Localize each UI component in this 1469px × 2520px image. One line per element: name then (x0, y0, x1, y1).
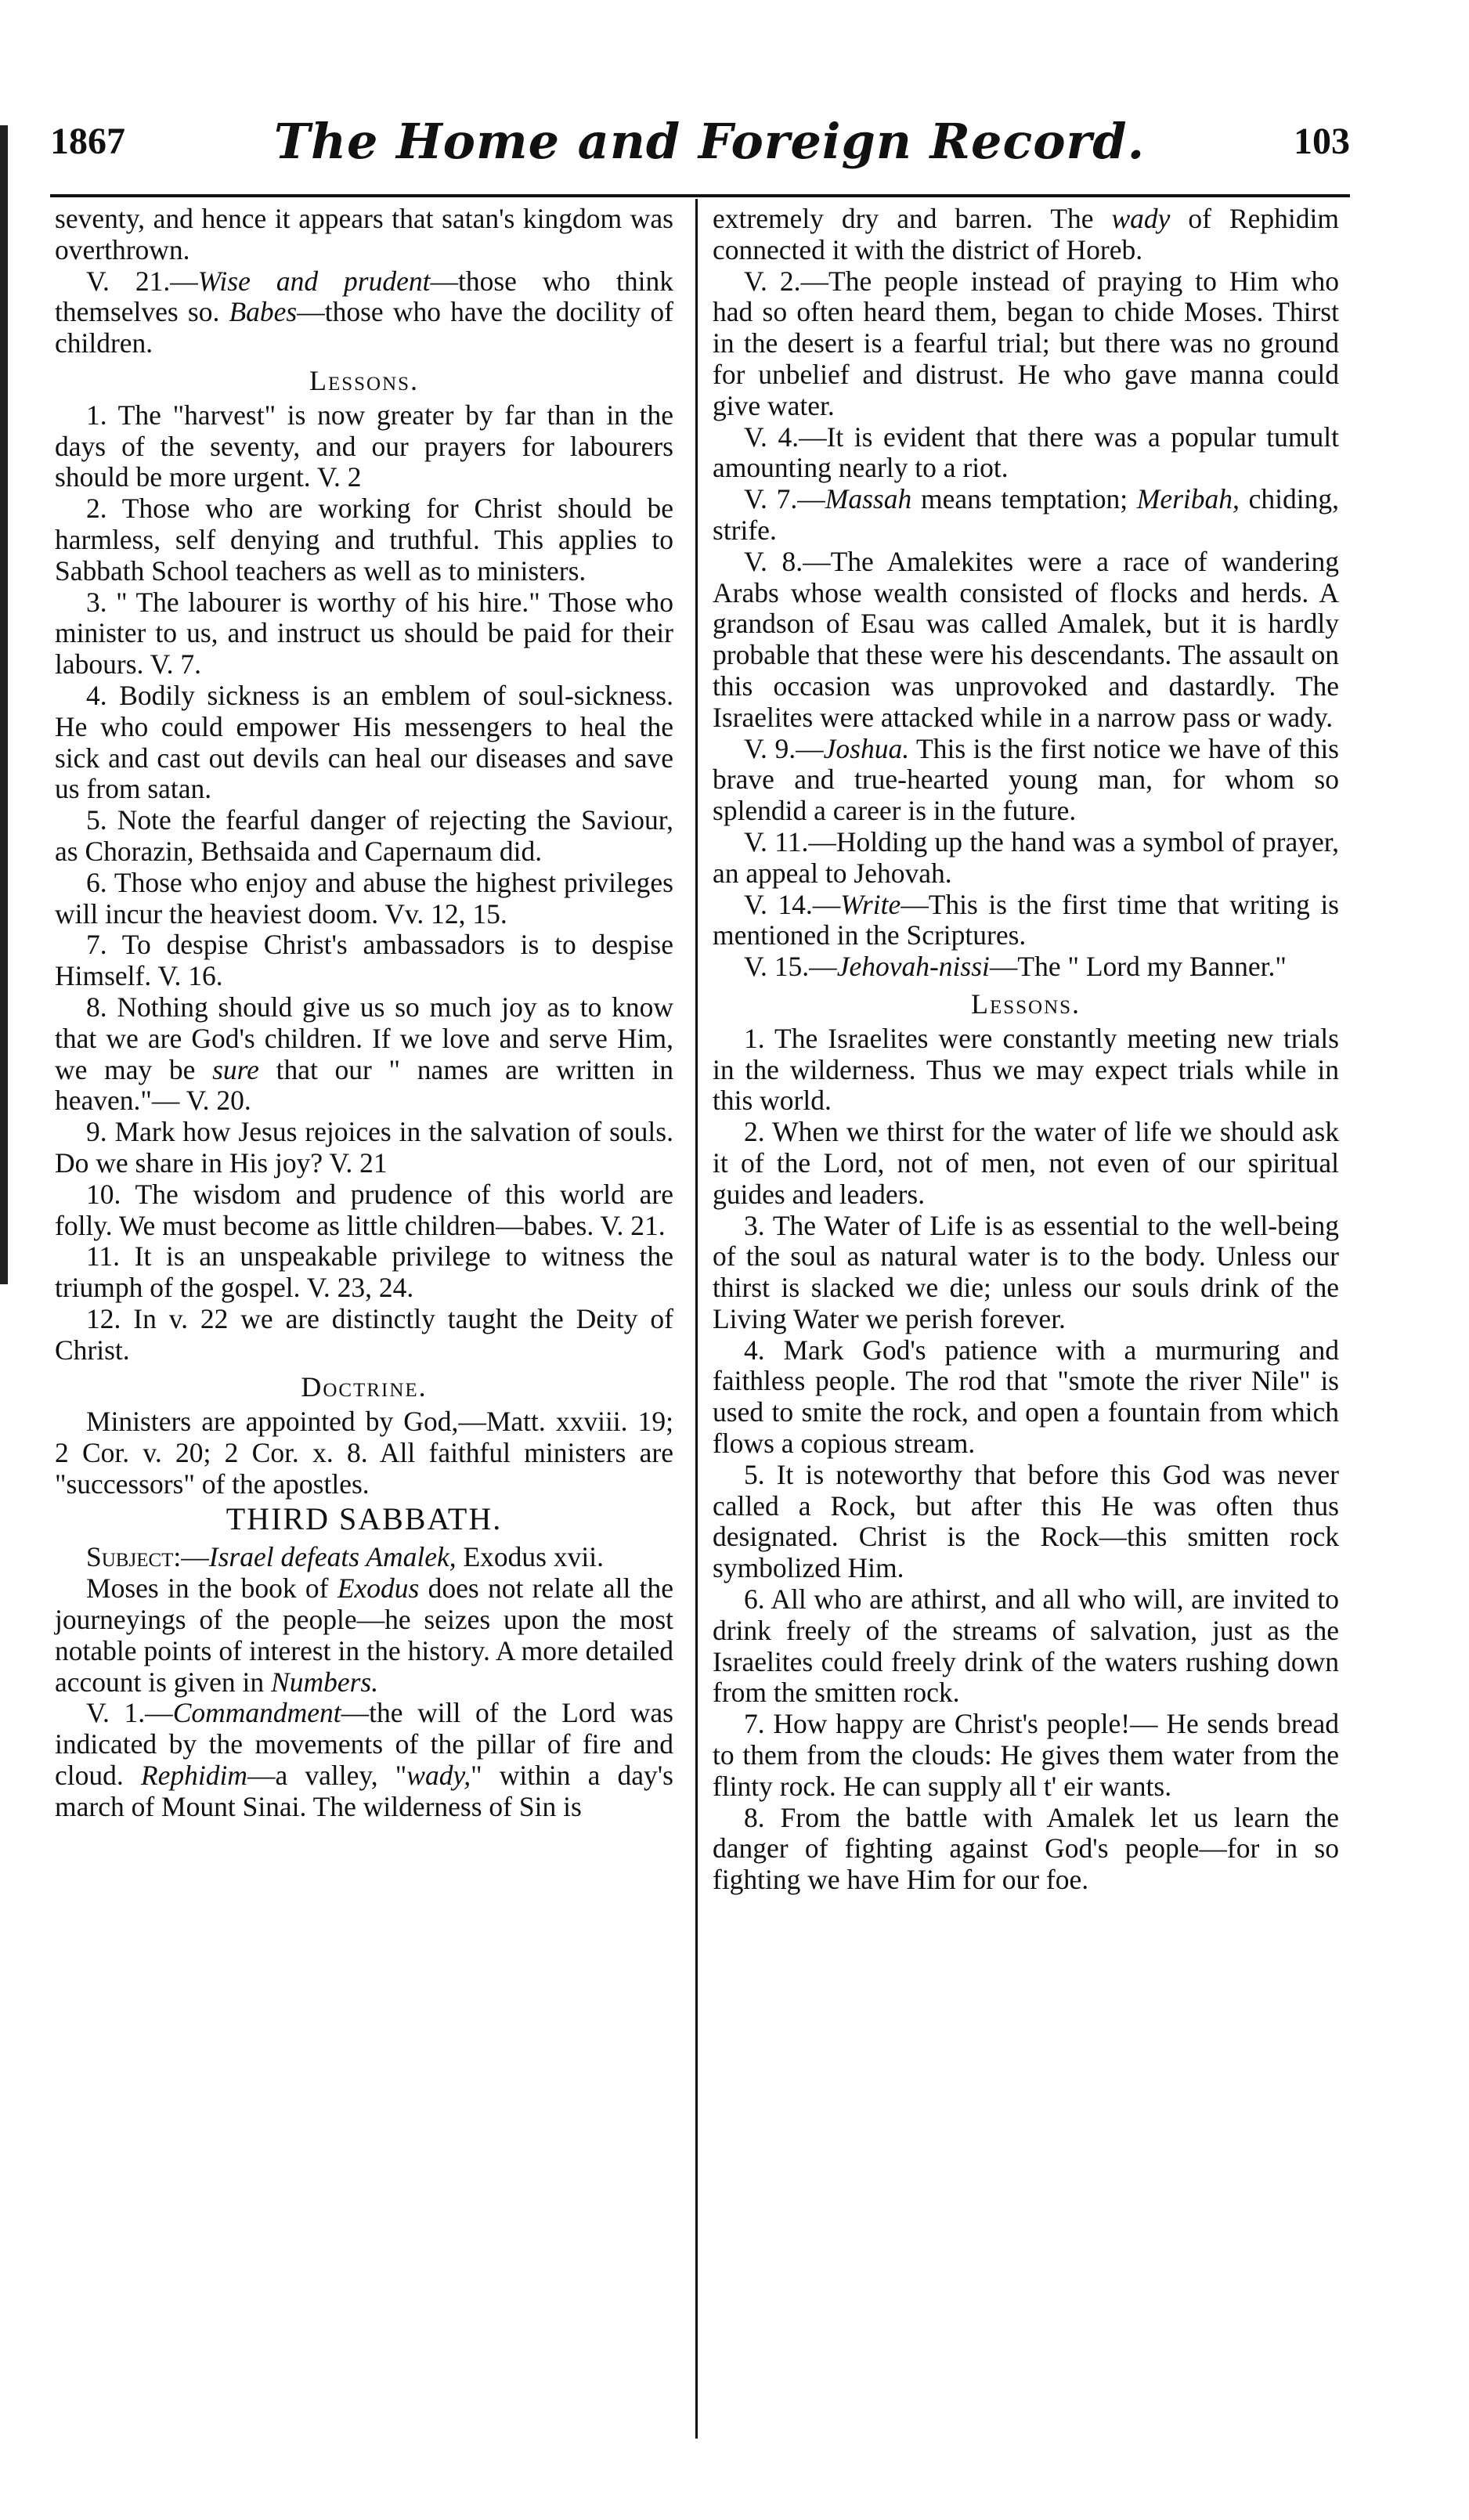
lesson-item: 4. Bodily sickness is an emblem of soul-sickness. He who could empower His messengers to heal the sick and cast out devils can heal our diseases and save us from satan. (55, 679, 673, 805)
lesson-item: 2. Those who are working for Christ should be harmless, self denying and truthful. This applies to Sabbath School teachers as well as to ministers. (55, 493, 673, 587)
lesson-item: 6. Those who enjoy and abuse the highest privileges will incur the heaviest doom. Vv. 12, 15. (55, 866, 673, 930)
verse-note: V. 11.—Holding up the hand was a symbol of prayer, an appeal to Jehovah. (713, 825, 1339, 889)
paragraph: seventy, and hence it appears that satan's kingdom was overthrown. (55, 203, 673, 265)
lesson-item: 3. " The labourer is worthy of his hire." Those who minister to us, and instruct us should be paid for their labours. V. 7. (55, 586, 673, 681)
lesson-item: 7. To despise Christ's ambassadors is to despise Himself. V. 16. (55, 929, 673, 992)
lesson-item: 4. Mark God's patience with a murmuring and faithless people. The rod that "smote the river Nile" is used to smite the rock, and open a fountain from which flows a copious stream. (713, 1334, 1339, 1460)
verse-note: V. 4.—It is evident that there was a popular tumult amounting nearly to a riot. (713, 421, 1339, 484)
verse-note: V. 14.—Write—This is the first time that writing is mentioned in the Scriptures. (713, 888, 1339, 951)
lesson-item: 9. Mark how Jesus rejoices in the salvation of souls. Do we share in His joy? V. 21 (55, 1116, 673, 1179)
header-page-number: 103 (1294, 120, 1350, 162)
doctrine-heading: Doctrine. (301, 1371, 428, 1403)
subject-line: Subject:—Israel defeats Amalek, Exodus xvii. (86, 1541, 604, 1573)
right-column (713, 204, 1339, 1896)
lesson-item: 7. How happy are Christ's people!— He sends bread to them from the clouds: He gives them water from the flinty rock. He can supply all t' eir wants. (713, 1708, 1339, 1802)
lesson-item: 5. It is noteworthy that before this God was never called a Rock, but after this He was often thus designated. Christ is the Rock—this smitten rock symbolized Him. (713, 1458, 1339, 1584)
paragraph: Moses in the book of Exodus does not relate all the journeyings of the people—he seizes upon the most notable points of interest in the history. A more detailed account is given in Numbers. (55, 1572, 673, 1698)
binding-shadow (0, 125, 8, 1284)
lesson-item: 8. Nothing should give us so much joy as to know that we are God's children. If we love and serve Him, we may be sure that our " names are written in heaven."— V. 20. (55, 991, 673, 1117)
header-title: The Home and Foreign Record. (273, 112, 1146, 170)
lesson-item: 6. All who are athirst, and all who will, are invited to drink freely of the streams of salvation, just as the Israelites could freely drink of the waters rushing down from the smitten rock. (713, 1583, 1339, 1709)
verse-note: V. 7.—Massah means temptation; Meribah, chiding, strife. (713, 483, 1339, 546)
lessons-heading: Lessons. (309, 364, 420, 396)
verse-note: V. 8.—The Amalekites were a race of wandering Arabs whose wealth consisted of flocks and herds. A grandson of Esau was called Amalek, but it is hardly probable that these were his descendants. The assault on this occasion was unprovoked and dastardly. The Israelites were attacked while in a narrow pass or wady. (713, 545, 1339, 733)
lesson-item: 10. The wisdom and prudence of this world are folly. We must become as little children—babes. V. 21. (55, 1178, 673, 1241)
sabbath-heading: THIRD SABBATH. (226, 1500, 503, 1536)
doctrine-text: Ministers are appointed by God,—Matt. xxviii. 19; 2 Cor. v. 20; 2 Cor. x. 8. All faithful ministers are "successors" of the apostles. (55, 1406, 673, 1500)
column-divider (695, 199, 698, 2439)
lessons-heading: Lessons. (970, 987, 1081, 1020)
paragraph: extremely dry and barren. The wady of Rephidim connected it with the district of Horeb. (713, 203, 1339, 265)
running-header (50, 110, 1350, 172)
verse-note: V. 9.—Joshua. This is the first notice we have of this brave and true-hearted young man, for whom so splendid a career is in the future. (713, 732, 1339, 827)
lesson-item: 1. The "harvest" is now greater by far than in the days of the seventy, and our prayers for labourers should be more urgent. V. 2 (55, 399, 673, 493)
lesson-item: 12. In v. 22 we are distinctly taught the Deity of Christ. (55, 1302, 673, 1366)
left-column (55, 204, 673, 1823)
header-year: 1867 (50, 120, 125, 162)
verse-note: V. 2.—The people instead of praying to Him who had so often heard them, began to chide Moses. Thirst in the desert is a fearful trial; but there was no ground for unbelief and distrust. He who gave manna could give water. (713, 265, 1339, 421)
lesson-item: 5. Note the fearful danger of rejecting the Saviour, as Chorazin, Bethsaida and Capernaum did. (55, 804, 673, 867)
lesson-item: 1. The Israelites were constantly meeting new trials in the wilderness. Thus we may expect trials while in this world. (713, 1022, 1339, 1117)
lesson-item: 2. When we thirst for the water of life we should ask it of the Lord, not of men, not even of our spiritual guides and leaders. (713, 1116, 1339, 1210)
lesson-item: 11. It is an unspeakable privilege to witness the triumph of the gospel. V. 23, 24. (55, 1240, 673, 1304)
verse-note: V. 21.—Wise and prudent—those who think themselves so. Babes—those who have the docility of children. (55, 265, 674, 359)
header-rule (50, 194, 1350, 197)
verse-note: V. 1.—Commandment—the will of the Lord was indicated by the movements of the pillar of fire and cloud. Rephidim—a valley, "wady," within a day's march of Mount Sinai. The wilderness of Sin is (55, 1697, 673, 1822)
lesson-item: 8. From the battle with Amalek let us learn the danger of fighting against God's people—for in so fighting we have Him for our foe. (713, 1801, 1339, 1896)
verse-note: V. 15.—Jehovah-nissi—The " Lord my Banner." (744, 951, 1287, 983)
lesson-item: 3. The Water of Life is as essential to the well-being of the soul as natural water is to the body. Unless our thirst is slacked we die; unless our souls drink of the Living Water we perish forever. (713, 1209, 1339, 1334)
